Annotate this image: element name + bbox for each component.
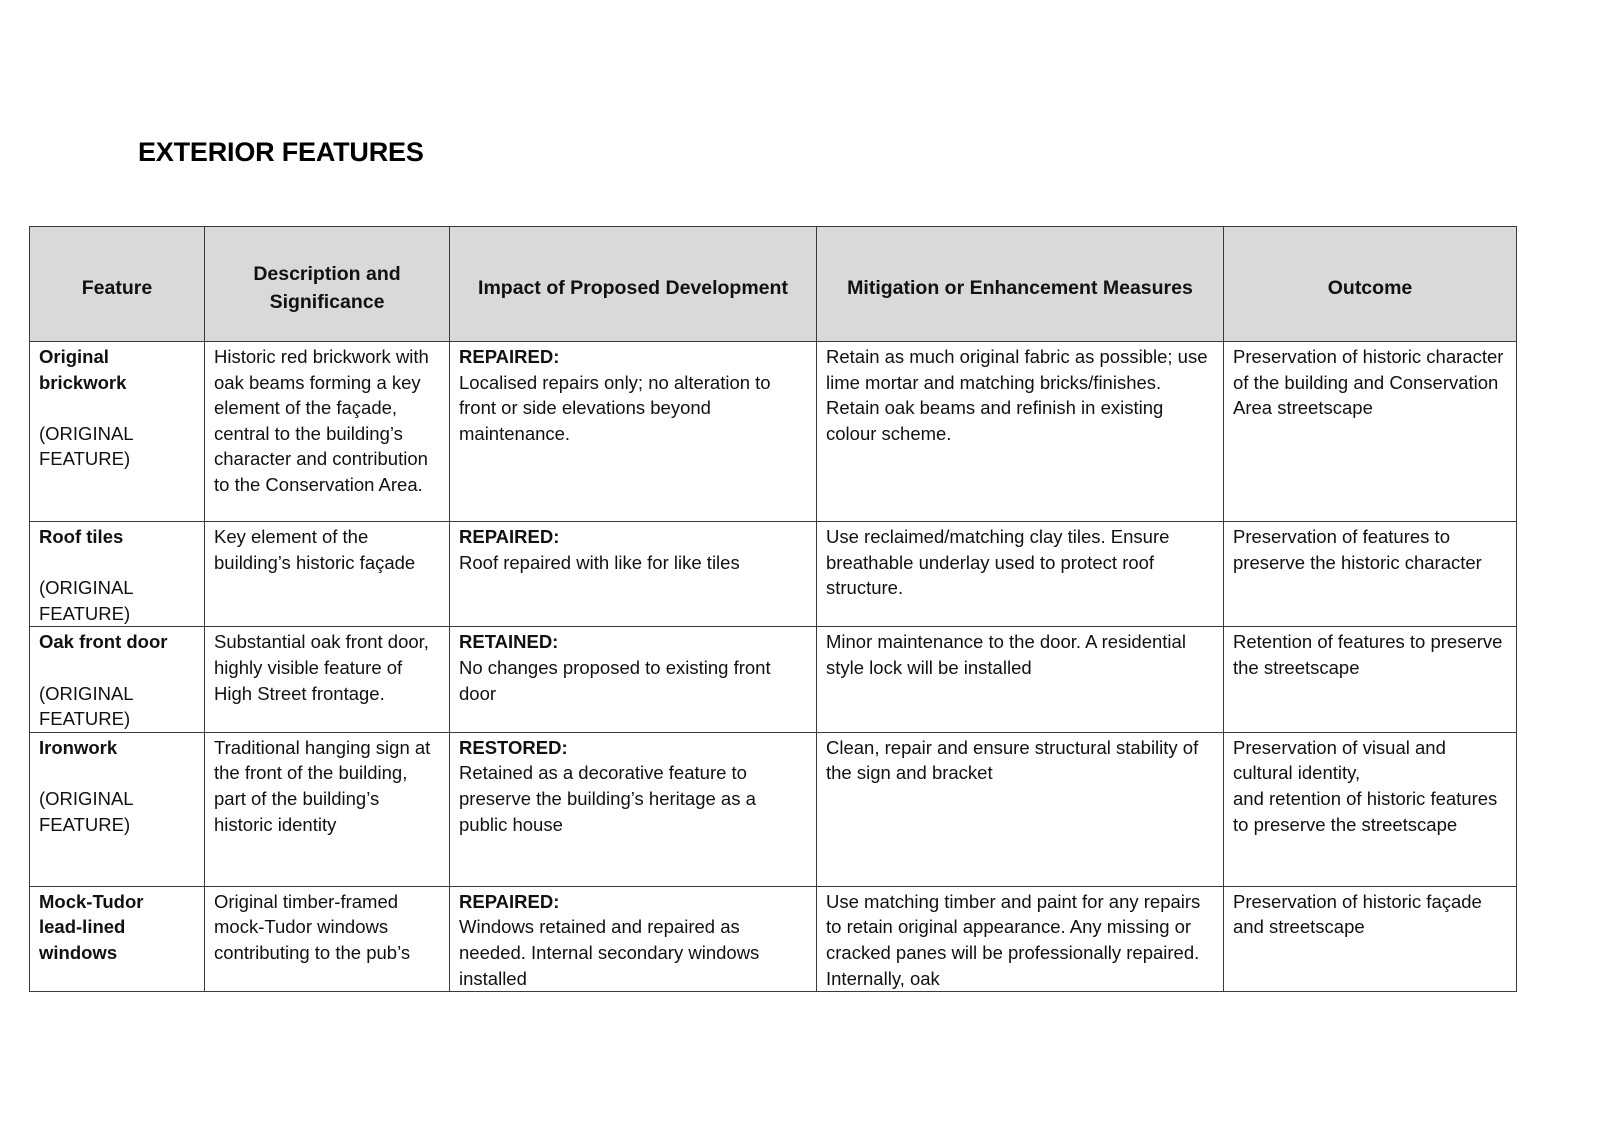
impact-text: Retained as a decorative feature to preserve the building’s heritage as a public house [459,762,756,835]
mitigation-cell: Clean, repair and ensure structural stability of the sign and bracket [817,732,1224,886]
impact-text: Roof repaired with like for like tiles [459,551,740,573]
table-row [30,627,1517,732]
description-cell: Traditional hanging sign at the front of the building, part of the building’s historic identity [205,732,450,886]
mitigation-cell: Use matching timber and paint for any repairs to retain original appearance. Any missing or cracked panes will be professionally repaired. Internally, oak [817,886,1224,991]
description-cell: Key element of the building’s historic façade [205,522,450,627]
impact-status: REPAIRED: [459,526,560,547]
impact-cell [450,732,817,886]
table-row [30,886,1517,991]
outcome-cell: Preservation of features to preserve the historic character [1224,522,1517,627]
outcome-cell: Preservation of historic façade and streetscape [1224,886,1517,991]
feature-cell [30,627,205,732]
impact-cell [450,886,817,991]
feature-cell [30,342,205,522]
impact-cell [450,627,817,732]
feature-name: Ironwork [39,736,118,758]
outcome-cell: Retention of features to preserve the streetscape [1224,627,1517,732]
impact-text: Windows retained and repaired as needed. Internal secondary windows installed [459,916,760,989]
header-mitigation: Mitigation or Enhancement Measures [817,227,1224,342]
feature-name: Original brickwork [39,346,127,393]
impact-status: RETAINED: [459,631,559,653]
description-cell: Original timber-framed mock-Tudor windows contributing to the pub’s [205,886,450,991]
feature-tag: (ORIGINAL FEATURE) [39,682,134,730]
exterior-features-table [29,226,1517,992]
feature-cell [30,522,205,627]
description-cell: Substantial oak front door, highly visible feature of High Street frontage. [205,627,450,732]
feature-tag: (ORIGINAL FEATURE) [39,577,134,624]
table-row [30,732,1517,886]
mitigation-cell: Use reclaimed/matching clay tiles. Ensure breathable underlay used to protect roof structure. [817,522,1224,627]
header-impact: Impact of Proposed Development [450,227,817,342]
description-cell: Historic red brickwork with oak beams forming a key element of the façade, central to the building’s character and contribution to the Conservation Area. [205,342,450,522]
header-feature: Feature [30,227,205,342]
feature-name: Roof tiles [39,526,124,547]
table-header-row [30,227,1517,342]
outcome-cell: Preservation of visual and cultural identity, and retention of historic features to preserve the streetscape [1224,732,1517,886]
feature-name: Mock-Tudor lead-lined windows [39,890,144,963]
feature-tag: (ORIGINAL FEATURE) [39,422,134,470]
feature-name: Oak front door [39,631,168,653]
feature-cell [30,732,205,886]
table-row [30,522,1517,627]
feature-cell [30,886,205,991]
feature-tag: (ORIGINAL FEATURE) [39,787,134,835]
impact-status: RESTORED: [459,736,568,758]
page-title: EXTERIOR FEATURES [138,137,424,167]
impact-text: Localised repairs only; no alteration to front or side elevations beyond maintenance. [459,371,771,444]
header-description: Description and Significance [205,227,450,342]
table-row [30,342,1517,522]
impact-text: No changes proposed to existing front door [459,656,771,704]
mitigation-cell: Retain as much original fabric as possible; use lime mortar and matching bricks/finishes. Retain oak beams and refinish in existing colour scheme. [817,342,1224,522]
impact-status: REPAIRED: [459,890,560,912]
impact-status: REPAIRED: [459,346,560,367]
outcome-cell: Preservation of historic character of the building and Conservation Area streetscape [1224,342,1517,522]
header-outcome: Outcome [1224,227,1517,342]
impact-cell [450,342,817,522]
mitigation-cell: Minor maintenance to the door. A residential style lock will be installed [817,627,1224,732]
impact-cell [450,522,817,627]
